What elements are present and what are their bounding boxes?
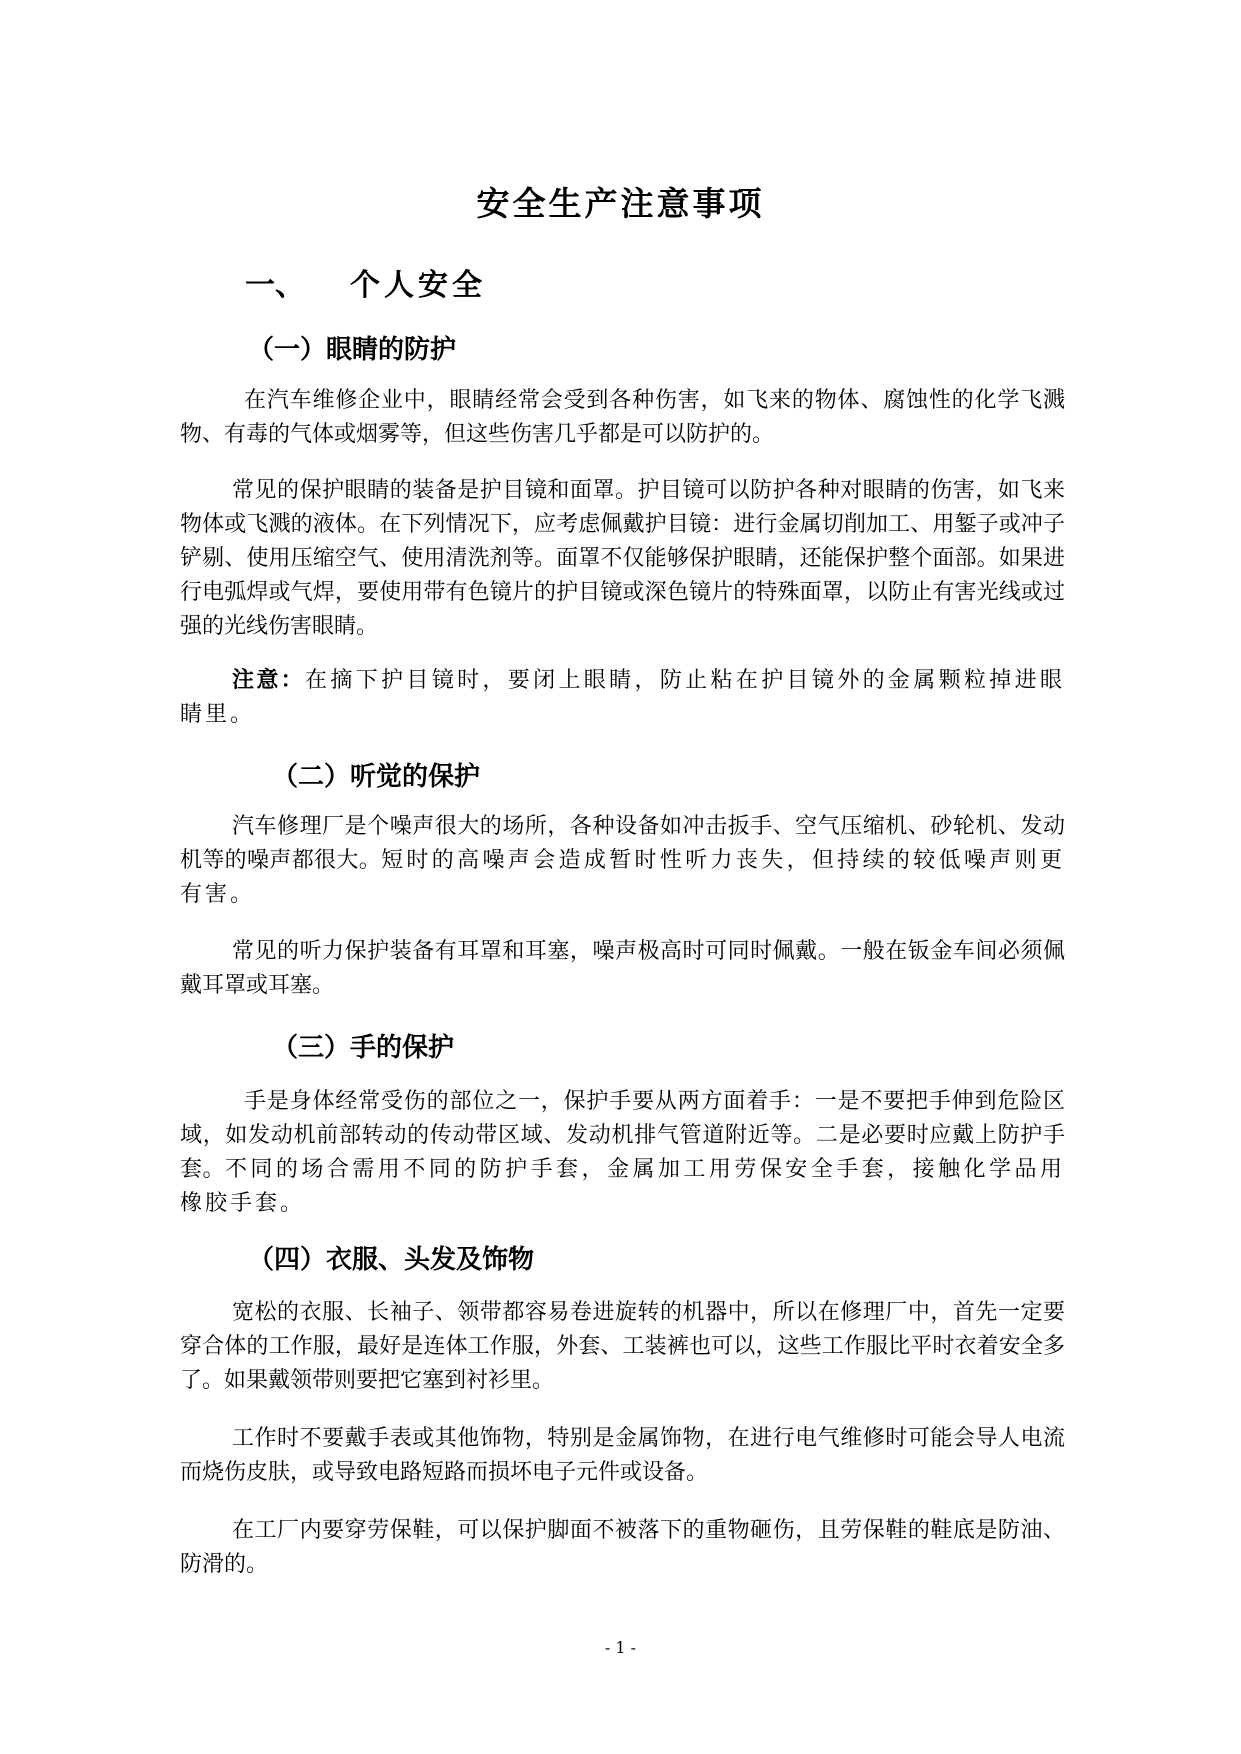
paragraph-hearing-noise — [180, 810, 1065, 912]
note-text: 在摘下护目镜时，要闭上眼睛，防止粘在护目镜外的金属颗粒掉进眼睛里。 — [180, 668, 1065, 727]
section-heading-personal-safety — [245, 264, 486, 308]
hearing-text-part1: 汽车修理厂是个噪声很大的场所，各种设备如冲击扳手、空气压缩机、砂轮机、发动机等的噪声都很大。 — [180, 814, 1065, 873]
note-label: 注意： — [232, 668, 306, 693]
subheading-clothing-hair-jewelry: （四）衣服、头发及饰物 — [248, 1245, 535, 1275]
paragraph-eye-equipment: 常见的保护眼睛的装备是护目镜和面罩。护目镜可以防护各种对眼睛的伤害，如飞来物体或飞溅的液体。在下列情况下，应考虑佩戴护目镜：进行金属切削加工、用錾子或冲子铲剔、使用压缩空气、使用清洗剂等。面罩不仅能够保护眼睛，还能保护整个面部。如果进行电弧焊或气焊，要使用带有色镜片的护目镜或深色镜片的特殊面罩，以防止有害光线或过强的光线伤害眼睛。 — [180, 478, 1065, 639]
subheading-eye-protection: （一）眼睛的防护 — [248, 335, 457, 365]
paragraph-jewelry: 工作时不要戴手表或其他饰物，特别是金属饰物，在进行电气维修时可能会导人电流而烧伤皮肤，或导致电路短路而损坏电子元件或设备。 — [180, 1426, 1065, 1485]
paragraph-hearing-equipment: 常见的听力保护装备有耳罩和耳塞，噪声极高时可同时佩戴。一般在钣金车间必须佩戴耳罩或耳塞。 — [180, 939, 1065, 998]
page-number: - 1 - — [604, 1638, 637, 1657]
document-title: 安全生产注意事项 — [476, 184, 765, 223]
paragraph-safety-shoes: 在工厂内要穿劳保鞋，可以保护脚面不被落下的重物砸伤，且劳保鞋的鞋底是防油、防滑的。 — [180, 1518, 1065, 1577]
hearing-text-part2: 短时的高噪声会造成暂时性听力丧失，但持续的较低噪声则更有害。 — [180, 848, 1065, 907]
paragraph-eye-note — [180, 664, 1065, 732]
paragraph-clothing: 宽松的衣服、长袖子、领带都容易卷进旋转的机器中，所以在修理厂中，首先一定要穿合体的工作服，最好是连体工作服，外套、工装裤也可以，这些工作服比平时衣着安全多了。如果戴领带则要把它塞到衬衫里。 — [180, 1300, 1065, 1393]
subheading-hand-protection: （三）手的保护 — [272, 1033, 455, 1063]
subheading-hearing-protection: （二）听觉的保护 — [272, 762, 481, 792]
paragraph-eye-intro: 在汽车维修企业中，眼睛经常会受到各种伤害，如飞来的物体、腐蚀性的化学飞溅物、有毒的气体或烟雾等，但这些伤害几乎都是可以防护的。 — [180, 388, 1065, 447]
paragraph-hand-protection — [180, 1085, 1065, 1221]
hand-text-part2: 不同的场合需用不同的防护手套，金属加工用劳保安全手套，接触化学品用橡胶手套。 — [180, 1157, 1065, 1216]
section-number: 一、 — [245, 268, 305, 303]
section-title: 个人安全 — [350, 268, 486, 303]
hand-text-part1: 手是身体经常受伤的部位之一，保护手要从两方面着手：一是不要把手伸到危险区域，如发动机前部转动的传动带区域、发动机排气管道附近等。二是必要时应戴上防护手套。 — [180, 1089, 1065, 1182]
